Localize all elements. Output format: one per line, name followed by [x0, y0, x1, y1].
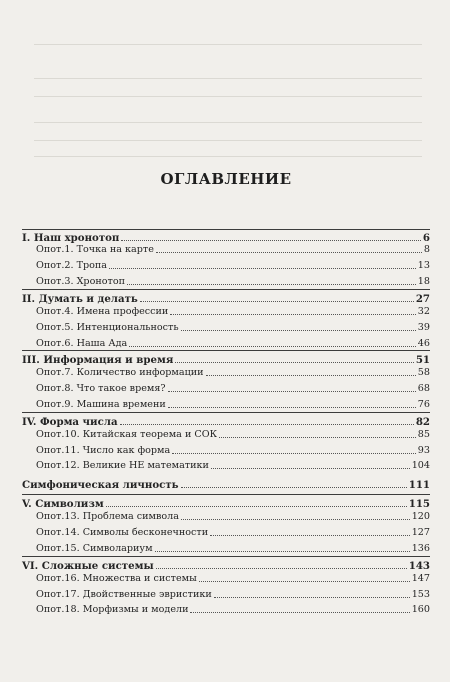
section-heading-label: III. Информация и время — [22, 354, 174, 366]
show-through-line — [34, 44, 422, 45]
page-number: 13 — [417, 260, 430, 271]
dot-leader — [140, 300, 414, 302]
toc-entry[interactable] — [22, 458, 430, 472]
dot-leader — [181, 329, 416, 331]
toc-entry[interactable] — [22, 258, 430, 272]
page-number: 58 — [417, 367, 430, 378]
dot-leader — [109, 267, 416, 269]
section-heading[interactable] — [22, 477, 430, 491]
toc-entry-label: Опот.2. Тропа — [36, 260, 108, 271]
section-heading[interactable] — [22, 558, 430, 572]
toc-entry[interactable] — [22, 242, 430, 256]
page-number: 6 — [422, 232, 430, 244]
toc-entry[interactable] — [22, 587, 430, 601]
show-through-line — [34, 96, 422, 97]
dot-leader — [156, 567, 407, 569]
page-number: 27 — [415, 293, 430, 305]
toc-entry-label: Опот.10. Китайская теорема и СОК — [36, 429, 218, 440]
toc-entry[interactable] — [22, 509, 430, 523]
section-heading-label: VI. Сложные системы — [22, 560, 154, 572]
dot-leader — [181, 518, 410, 520]
section-divider — [22, 289, 430, 290]
show-through-line — [34, 140, 422, 141]
show-through-line — [34, 78, 422, 79]
toc-entry-label: Опот.6. Наша Ада — [36, 338, 128, 349]
section-heading-label: Симфоническая личность — [22, 479, 179, 491]
toc-entry-label: Опот.9. Машина времени — [36, 399, 166, 410]
page-number: 51 — [415, 354, 430, 366]
toc-entry[interactable] — [22, 427, 430, 441]
section-heading-label: I. Наш хронотоп — [22, 232, 120, 244]
toc-entry-label: Опот.12. Великие НЕ математики — [36, 460, 209, 471]
page-number: 8 — [423, 244, 430, 255]
toc-entry[interactable] — [22, 320, 430, 334]
page-number: 120 — [411, 511, 430, 522]
section-heading[interactable] — [22, 352, 430, 366]
dot-leader — [214, 596, 410, 598]
toc-entry-label: Опот.8. Что такое время? — [36, 383, 166, 394]
toc-entry[interactable] — [22, 381, 430, 395]
dot-leader — [120, 423, 414, 425]
page-number: 85 — [417, 429, 430, 440]
page-number: 39 — [417, 322, 430, 333]
toc-entry-label: Опот.1. Точка на карте — [36, 244, 154, 255]
section-divider — [22, 556, 430, 557]
page-number: 160 — [411, 604, 430, 615]
toc-entry[interactable] — [22, 336, 430, 350]
dot-leader — [168, 390, 416, 392]
toc-entry-label: Опот.3. Хронотоп — [36, 276, 125, 287]
page-number: 82 — [415, 416, 430, 428]
dot-leader — [121, 239, 421, 241]
dot-leader — [190, 611, 409, 613]
dot-leader — [106, 505, 407, 507]
page-number: 46 — [417, 338, 430, 349]
section-divider — [22, 494, 430, 495]
dot-leader — [170, 313, 415, 315]
section-heading-label: II. Думать и делать — [22, 293, 138, 305]
page-number: 104 — [411, 460, 430, 471]
toc-entry[interactable] — [22, 602, 430, 616]
toc-entry-label: Опот.18. Морфизмы и модели — [36, 604, 189, 615]
show-through-line — [34, 122, 422, 123]
page-number: 153 — [411, 589, 430, 600]
toc-entry[interactable] — [22, 397, 430, 411]
toc-entry[interactable] — [22, 525, 430, 539]
toc-entry[interactable] — [22, 274, 430, 288]
section-heading[interactable] — [22, 291, 430, 305]
dot-leader — [129, 345, 416, 347]
dot-leader — [168, 406, 416, 408]
page-number: 127 — [411, 527, 430, 538]
toc-entry-label: Опот.15. Символариум — [36, 543, 153, 554]
dot-leader — [210, 534, 410, 536]
toc-entry-label: Опот.5. Интенциональность — [36, 322, 179, 333]
section-divider — [22, 350, 430, 351]
page-number: 76 — [417, 399, 430, 410]
section-heading-label: V. Символизм — [22, 498, 104, 510]
section-heading[interactable] — [22, 414, 430, 428]
dot-leader — [211, 467, 410, 469]
show-through-line — [34, 156, 422, 157]
page-number: 32 — [417, 306, 430, 317]
toc-entry-label: Опот.16. Множества и системы — [36, 573, 197, 584]
toc-entry-label: Опот.14. Символы бесконечности — [36, 527, 209, 538]
toc-entry[interactable] — [22, 365, 430, 379]
section-divider — [22, 412, 430, 413]
page-number: 68 — [417, 383, 430, 394]
dot-leader — [175, 361, 413, 363]
section-heading[interactable] — [22, 496, 430, 510]
toc-entry-label: Опот.11. Число как форма — [36, 445, 171, 456]
toc-entry[interactable] — [22, 571, 430, 585]
dot-leader — [127, 283, 416, 285]
dot-leader — [156, 251, 422, 253]
toc-entry[interactable] — [22, 443, 430, 457]
toc-entry-label: Опот.17. Двойственные эвристики — [36, 589, 212, 600]
toc-entry-label: Опот.13. Проблема символа — [36, 511, 179, 522]
page-number: 18 — [417, 276, 430, 287]
page-number: 136 — [411, 543, 430, 554]
dot-leader — [181, 486, 407, 488]
toc-entry[interactable] — [22, 541, 430, 555]
dot-leader — [206, 374, 416, 376]
page-number: 147 — [411, 573, 430, 584]
dot-leader — [155, 550, 410, 552]
page-number: 93 — [417, 445, 430, 456]
section-heading-label: IV. Форма числа — [22, 416, 118, 428]
dot-leader — [172, 452, 416, 454]
dot-leader — [219, 436, 416, 438]
page-number: 111 — [408, 479, 430, 491]
toc-entry[interactable] — [22, 304, 430, 318]
toc-entry-label: Опот.7. Количество информации — [36, 367, 204, 378]
dot-leader — [199, 580, 410, 582]
toc-entry-label: Опот.4. Имена профессии — [36, 306, 169, 317]
page-title: ОГЛАВЛЕНИЕ — [160, 170, 292, 188]
page-number: 143 — [408, 560, 430, 572]
page-number: 115 — [408, 498, 430, 510]
